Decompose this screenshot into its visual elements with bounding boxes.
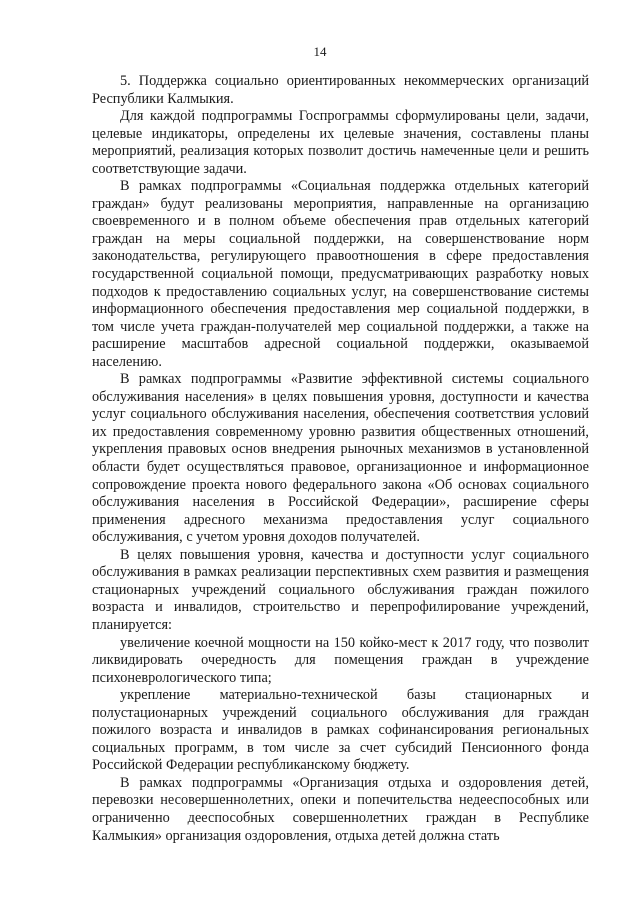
paragraph-social-services: В рамках подпрограммы «Развитие эффективной системы социального обслуживания населения» в целях повышения уровня, доступности и качества услуг социального обслуживания населения, обеспечения соответствия условий их предоставления современному уровню развития общественных отношений, укрепления правовых основ внедрения рыночных механизмов в установленной области будет осуществляться правовое, организационное и информационное сопровождение проекта нового федерального закона «Об основах социального обслуживания населения в Российской Федерации», расширение сферы применения адресного механизма предоставления услуг социального обслуживания, с учетом уровня доходов получателей.	[92, 371, 589, 546]
page-number: 14	[313, 44, 327, 59]
paragraph-child-recreation: В рамках подпрограммы «Организация отдыха и оздоровления детей, перевозки несовершеннолетних, опеки и попечительства недееспособных или ограниченно дееспособных совершеннолетних граждан в Республике Калмыкия» организация оздоровления, отдыха детей должна стать	[92, 774, 589, 844]
paragraph-material-base: укрепление материально-технической базы стационарных и полустационарных учреждений социального обслуживания для граждан пожилого возраста и инвалидов в рамках софинансирования региональных социальных программ, в том числе за счет субсидий Пенсионного фонда Российской Федерации республиканскому бюджету.	[92, 687, 589, 774]
paragraph-bed-capacity: увеличение коечной мощности на 150 койко-мест к 2017 году, что позволит ликвидировать очередность для помещения граждан в учреждение психоневрологического типа;	[92, 634, 589, 686]
paragraph-subprogram-goals: Для каждой подпрограммы Госпрограммы сформулированы цели, задачи, целевые индикаторы, определены их целевые значения, составлены планы мероприятий, реализация которых позволит достичь намеченные цели и решить соответствующие задачи.	[92, 108, 589, 177]
paragraph-social-support: В рамках подпрограммы «Социальная поддержка отдельных категорий граждан» будут реализованы мероприятия, направленные на организацию своевременного и в полном объеме обеспечения прав отдельных категорий граждан на меры социальной поддержки, на совершенствование норм законодательства, регулирующего правоотношения в сфере предоставления государственной социальной помощи, предусматривающих разработку новых подходов к предоставлению социальных услуг, на совершенствование системы информационного обеспечения предоставления мер социальной поддержки, в том числе учета граждан-получателей мер социальной поддержки, а также на расширение масштабов адресной социальной поддержки, оказываемой населению.	[92, 178, 589, 370]
paragraph-subprogram-5: 5. Поддержка социально ориентированных некоммерческих организаций Республики Калмыкия.	[92, 73, 589, 107]
paragraph-planned-measures: В целях повышения уровня, качества и доступности услуг социального обслуживания в рамках реализации перспективных схем развития и размещения стационарных учреждений социального обслуживания граждан пожилого возраста и инвалидов, строительство и перепрофилирование учреждений, планируется:	[92, 546, 589, 633]
document-body	[92, 73, 589, 845]
